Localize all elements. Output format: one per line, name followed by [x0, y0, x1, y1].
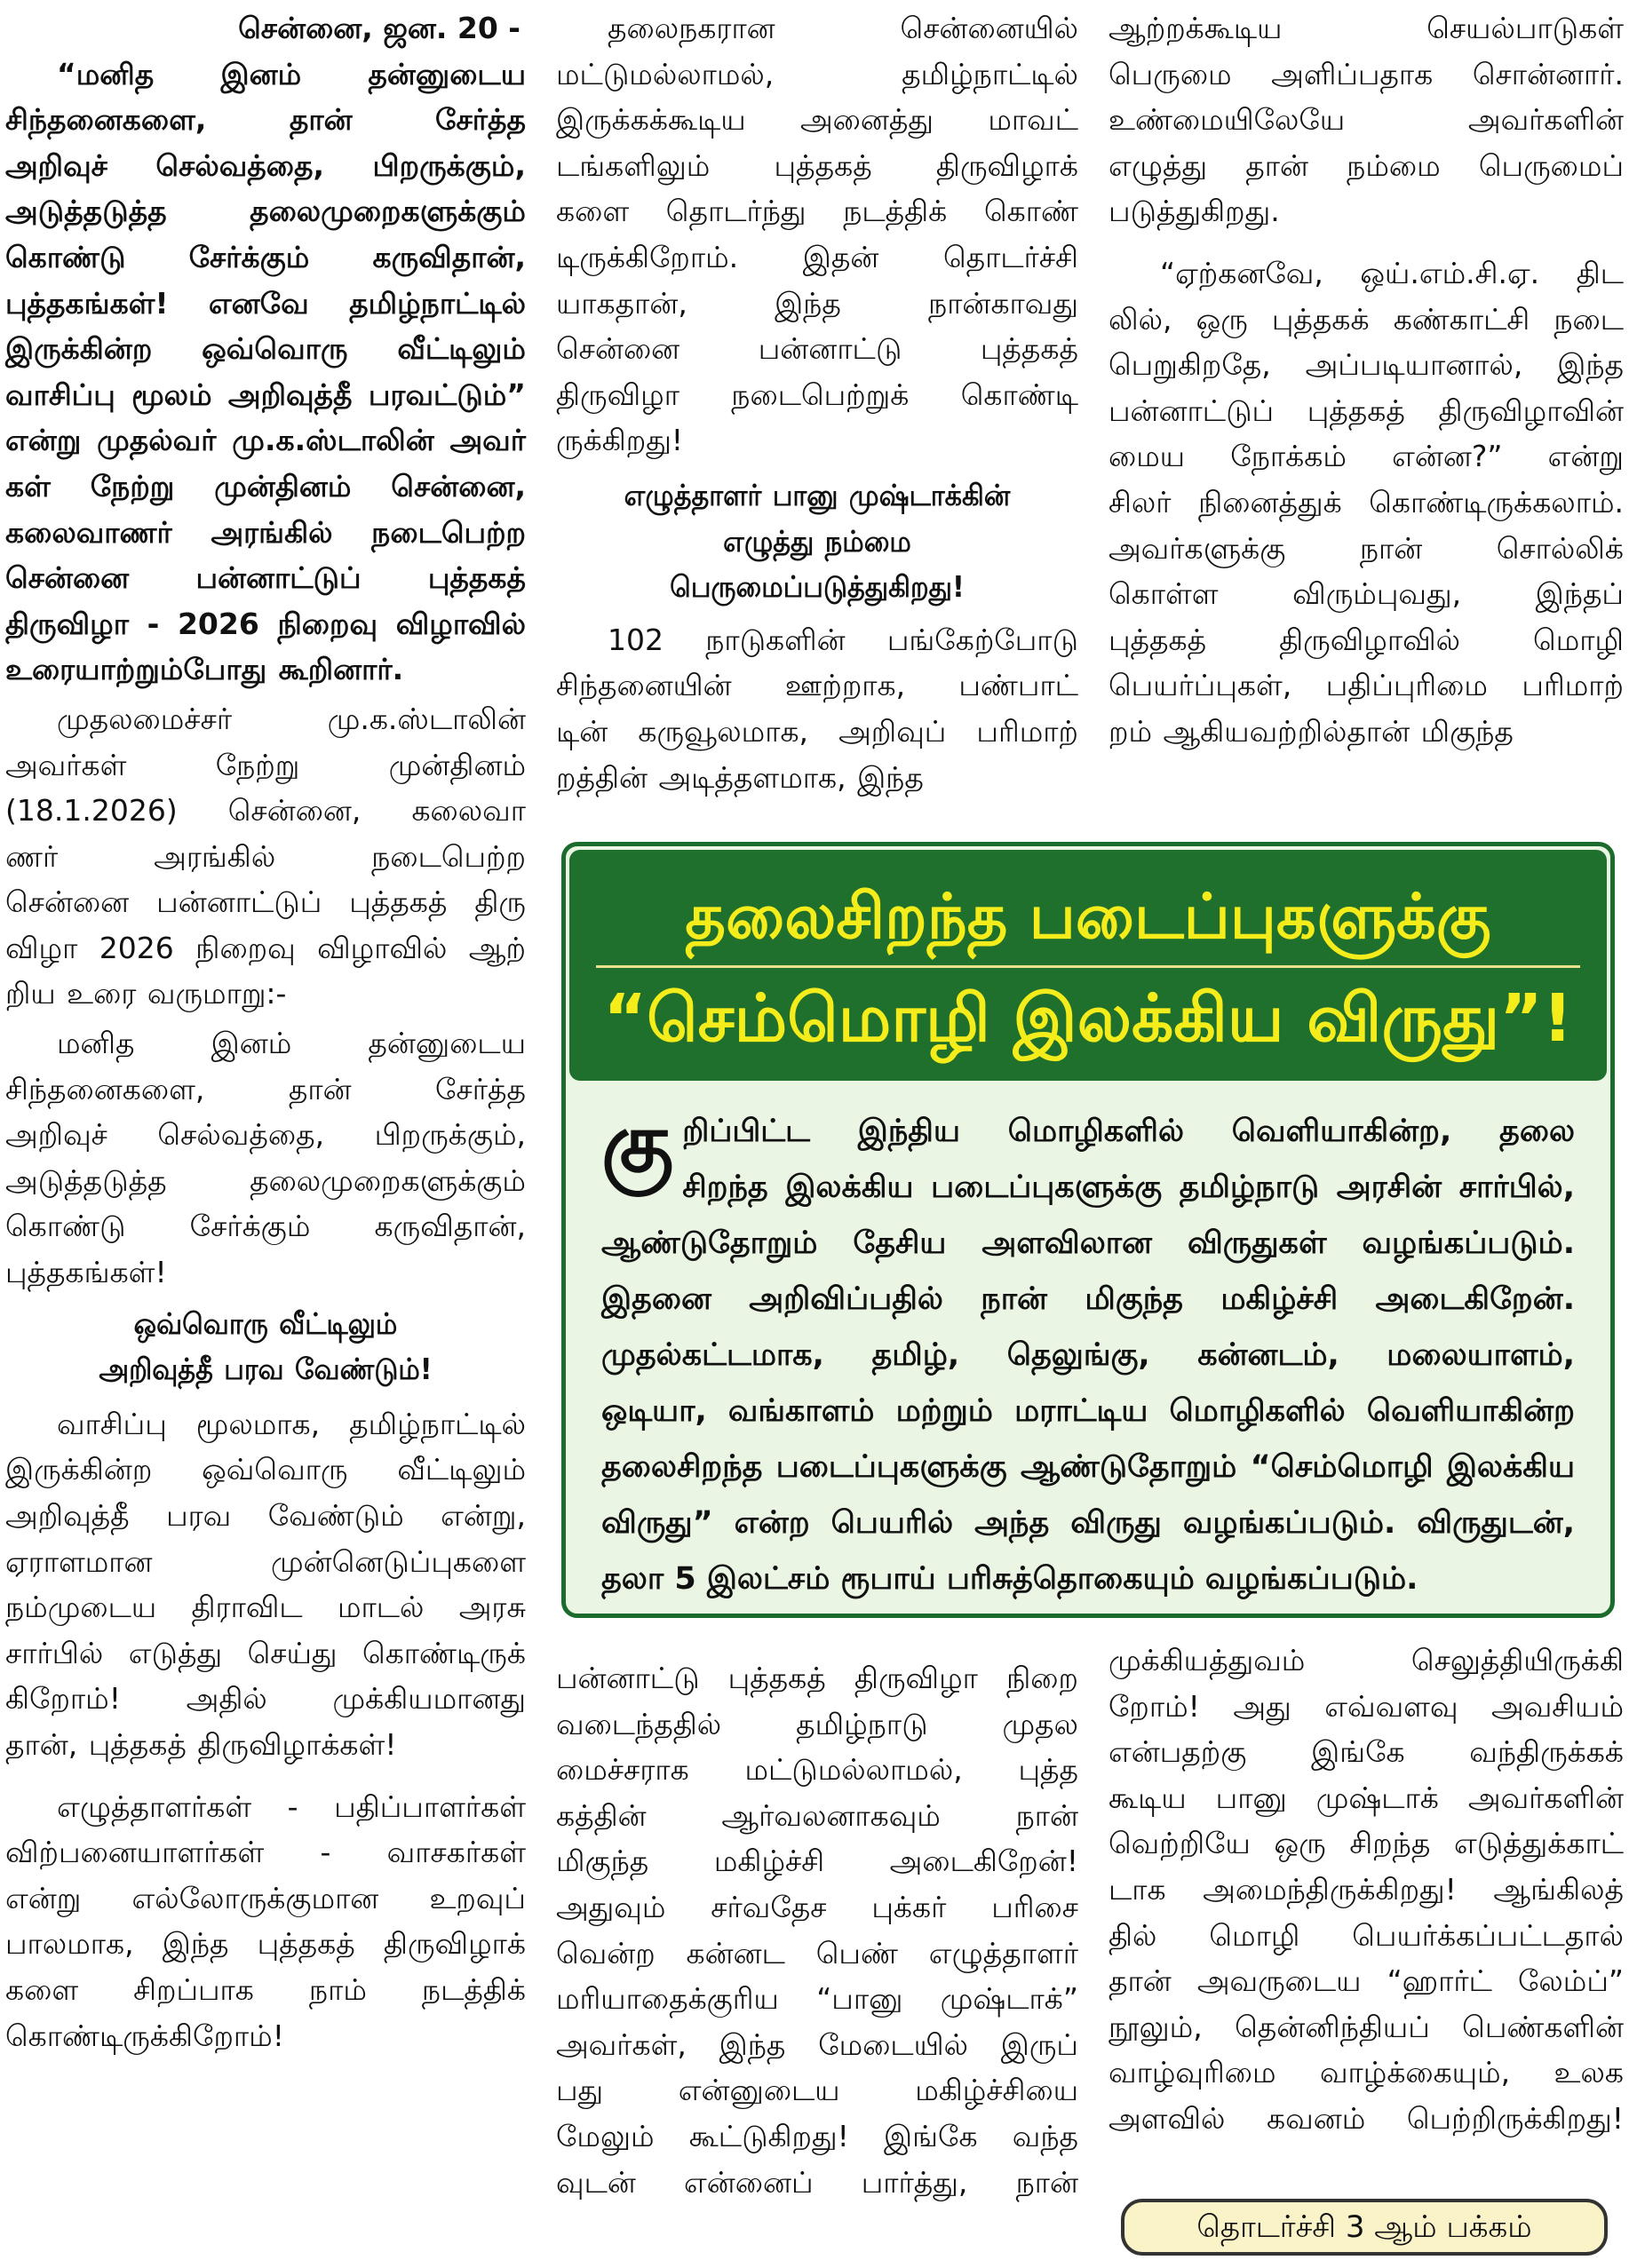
award-title-line-2: “செம்மொழி இலக்கிய விருது”!	[603, 980, 1573, 1057]
text-line: பெருமை அளிப்பதாக சொன்னார்.	[1109, 56, 1624, 91]
text-line: சிலர் நினைத்துக் கொண்டிருக்கலாம்.	[1109, 484, 1624, 519]
award-text-line: தலைசிறந்த படைப்புகளுக்கு ஆண்டுதோறும் “செம்மொழி இலக்கிய	[601, 1449, 1575, 1485]
text-line: (18.1.2026) சென்னை, கலைவா	[5, 793, 526, 829]
text-line: நூலும், தென்னிந்தியப் பெண்களின்	[1109, 2009, 1624, 2044]
paragraph	[5, 696, 526, 1017]
text-line: மனித இனம் தன்னுடைய	[57, 1026, 526, 1061]
text-line: சென்னை பன்னாட்டுப் புத்தகத் திரு	[5, 884, 526, 920]
text-line: சிந்தனையின் ஊற்றாக, பண்பாட்	[556, 668, 1078, 703]
text-line: பன்னாட்டு புத்தகத் திருவிழா நிறை	[556, 1661, 1078, 1695]
text-line: மட்டுமல்லாமல், தமிழ்நாட்டில்	[556, 56, 1078, 91]
text-line: பது என்னுடைய மகிழ்ச்சியை	[556, 2073, 1078, 2108]
text-line: யாகதான், இந்த நான்காவது	[556, 285, 1078, 321]
text-line: அடுத்தடுத்த தலைமுறைகளுக்கும்	[5, 1162, 526, 1198]
text-line: இருக்கின்ற ஒவ்வொரு வீட்டிலும்	[5, 1452, 526, 1487]
paragraph	[1109, 1638, 1624, 2142]
text-line: பெறுகிறதே, அப்படியானால், இந்த	[1109, 347, 1624, 383]
paragraph	[1109, 250, 1624, 755]
text-line: விற்பனையாளர்கள் - வாசகர்கள்	[5, 1835, 526, 1870]
text-line: “மனித இனம் தன்னுடைய	[57, 56, 526, 91]
text-line: மைச்சராக மட்டுமல்லாமல், புத்த	[556, 1752, 1078, 1788]
text-line: மேலும் கூட்டுகிறது! இங்கே வந்த	[556, 2118, 1078, 2153]
text-line: அவர்களுக்கு நான் சொல்லிக்	[1109, 530, 1624, 566]
column-2-top	[556, 5, 1078, 800]
text-line: மிகுந்த மகிழ்ச்சி அடைகிறேன்!	[556, 1844, 1078, 1879]
text-line: அவர்கள் நேற்று முன்தினம்	[5, 747, 526, 782]
text-line: படுத்துகிறது.	[1109, 194, 1280, 229]
paragraph	[556, 617, 1078, 800]
text-line: தான், புத்தகத் திருவிழாக்கள்!	[5, 1726, 397, 1762]
text-line: இருக்கக்கூடிய அனைத்து மாவட்	[556, 102, 1078, 138]
text-line: புத்தகங்கள்!	[5, 1255, 167, 1290]
text-line: ணர் அரங்கில் நடைபெற்ற	[5, 838, 526, 874]
paragraph	[1109, 5, 1624, 234]
text-line: டிருக்கிறோம். இதன் தொடர்ச்சி	[556, 239, 1078, 274]
text-line: பாலமாக, இந்த புத்தகத் திருவிழாக்	[5, 1926, 526, 1962]
column-3-top	[1109, 5, 1624, 755]
text-line: வடைந்ததில் தமிழ்நாடு முதல	[556, 1706, 1078, 1741]
text-line: கொண்டிருக்கிறோம்!	[5, 2018, 284, 2053]
text-line: ருக்கிறது!	[556, 423, 684, 458]
text-line: நம்முடைய திராவிட மாடல் அரசு	[5, 1590, 526, 1625]
paragraph	[5, 1020, 526, 1296]
text-line: விழா 2026 நிறைவு விழாவில் ஆற்	[5, 930, 526, 965]
text-line: வாசிப்பு மூலமாக, தமிழ்நாட்டில்	[57, 1406, 526, 1441]
subheading	[577, 472, 1058, 610]
text-line: கத்தின் ஆர்வலனாகவும் நான்	[556, 1797, 1078, 1833]
text-line: அவர்கள், இந்த மேடையில் இருப்	[556, 2026, 1078, 2062]
paragraph	[5, 1401, 526, 1768]
text-line: றம் ஆகியவற்றில்தான் மிகுந்த	[1109, 713, 1514, 749]
text-line: சிந்தனைகளை, தான் சேர்த்த	[5, 102, 526, 138]
text-line: கூடிய பானு முஷ்டாக் அவர்களின்	[1109, 1780, 1624, 1815]
paragraph	[5, 1784, 526, 2059]
text-line: கொள்ள விரும்புவது, இந்தப்	[1109, 576, 1624, 612]
text-line: டாக அமைந்திருக்கிறது! ஆங்கிலத்	[1109, 1871, 1624, 1907]
subheading-line: ஒவ்வொரு வீட்டிலும்	[133, 1305, 398, 1341]
text-line: திருவிழா நடைபெற்றுக் கொண்டி	[556, 377, 1078, 412]
continued-on-page-3-badge[interactable]: தொடர்ச்சி 3 ஆம் பக்கம்	[1121, 2199, 1608, 2256]
award-announcement-box	[561, 842, 1615, 1618]
text-line: கள் நேற்று முன்தினம் சென்னை,	[5, 468, 526, 504]
text-line: வாசிப்பு மூலம் அறிவுத்தீ பரவட்டும்”	[5, 377, 526, 412]
award-text-line: முதல்கட்டமாக, தமிழ், தெலுங்கு, கன்னடம், மலையாளம்,	[601, 1337, 1575, 1373]
award-text-line: இதனை அறிவிப்பதில் நான் மிகுந்த மகிழ்ச்சி அடைகிறேன்.	[601, 1281, 1575, 1317]
text-line: அதுவும் சர்வதேச புக்கர் பரிசை	[556, 1889, 1078, 1924]
text-line: கிறோம்! அதில் முக்கியமானது	[5, 1681, 526, 1717]
text-line: சார்பில் எடுத்து செய்து கொண்டிருக்	[5, 1635, 526, 1670]
title-divider	[596, 965, 1580, 968]
paragraph	[556, 1655, 1078, 2205]
text-line: வாழ்வுரிமை வாழ்க்கையும், உலக	[1109, 2055, 1624, 2090]
text-line: டின் கருவூலமாக, அறிவுப் பரிமாற்	[556, 713, 1078, 749]
text-line: களை தொடர்ந்து நடத்திக் கொண்	[556, 194, 1078, 229]
lead-paragraph	[5, 52, 526, 693]
award-header	[569, 850, 1607, 1081]
text-line: என்பதற்கு இங்கே வந்திருக்கக்	[1109, 1734, 1624, 1770]
text-line: அறிவுச் செல்வத்தை, பிறருக்கும்,	[5, 147, 526, 183]
text-line: அறிவுச் செல்வத்தை, பிறருக்கும்,	[5, 1117, 526, 1153]
text-line: மரியாதைக்குரிய “பானு முஷ்டாக்”	[556, 1981, 1078, 2017]
text-line: டங்களிலும் புத்தகத் திருவிழாக்	[556, 147, 1078, 183]
award-text-line: ஒடியா, வங்காளம் மற்றும் மராட்டிய மொழிகளில் வெளியாகின்ற	[601, 1393, 1575, 1429]
text-line: “ஏற்கனவே, ஒய்.எம்.சி.ஏ. திட	[1160, 255, 1624, 290]
text-line: எழுத்தாளர்கள் - பதிப்பாளர்கள்	[57, 1788, 526, 1824]
text-line: திருவிழா - 2026 நிறைவு விழாவில்	[5, 606, 526, 641]
award-text-line: சிறந்த இலக்கிய படைப்புகளுக்கு தமிழ்நாடு அரசின் சார்பில்,	[682, 1170, 1575, 1205]
award-text-line: றிப்பிட்ட இந்திய மொழிகளில் வெளியாகின்ற, தலை	[682, 1114, 1575, 1149]
text-line: ஆற்றக்கூடிய செயல்பாடுகள்	[1109, 11, 1624, 45]
text-line: முதலமைச்சர் மு.க.ஸ்டாலின்	[57, 701, 526, 736]
drop-cap: கு	[601, 1095, 674, 1190]
text-line: சென்னை பன்னாட்டுப் புத்தகத்	[5, 560, 526, 596]
text-line: உண்மையிலேயே அவர்களின்	[1109, 102, 1624, 138]
text-line: புத்தகத் திருவிழாவில் மொழி	[1109, 622, 1624, 657]
text-line: வென்ற கன்னட பெண் எழுத்தாளர்	[556, 1935, 1078, 1971]
subheading	[26, 1301, 505, 1392]
text-line: சிந்தனைகளை, தான் சேர்த்த	[5, 1071, 526, 1106]
text-line: எழுத்து தான் நம்மை பெருமைப்	[1109, 147, 1624, 183]
award-text-line: விருது” என்ற பெயரில் அந்த விருது வழங்கப்படும். விருதுடன்,	[601, 1505, 1575, 1541]
subheading-line: எழுத்து நம்மை பெருமைப்படுத்துகிறது!	[670, 523, 965, 605]
award-text-line: தலா 5 இலட்சம் ரூபாய் பரிசுத்தொகையும் வழங்கப்படும்.	[601, 1561, 1418, 1597]
award-text-line: ஆண்டுதோறும் தேசிய அளவிலான விருதுகள் வழங்கப்படும்.	[601, 1225, 1575, 1261]
text-line: வெற்றியே ஒரு சிறந்த எடுத்துக்காட்	[1109, 1826, 1624, 1861]
text-line: 102 நாடுகளின் பங்கேற்போடு	[608, 622, 1078, 657]
text-line: லில், ஒரு புத்தகக் கண்காட்சி நடை	[1109, 301, 1624, 337]
text-line: அடுத்தடுத்த தலைமுறைகளுக்கும்	[5, 194, 526, 229]
subheading-line: எழுத்தாளர் பானு முஷ்டாக்கின்	[624, 477, 1011, 512]
text-line: கொண்டு சேர்க்கும் கருவிதான்,	[5, 239, 526, 274]
text-line: றோம்! அது எவ்வளவு அவசியம்	[1109, 1688, 1624, 1724]
text-line: அறிவுத்தீ பரவ வேண்டும் என்று,	[5, 1498, 526, 1533]
text-line: இருக்கின்ற ஒவ்வொரு வீட்டிலும்	[5, 331, 526, 367]
text-line: கொண்டு சேர்க்கும் கருவிதான்,	[5, 1209, 526, 1244]
text-line: தான் அவருடைய “ஹார்ட் லேம்ப்”	[1109, 1963, 1624, 1999]
text-line: என்று எல்லோருக்குமான உறவுப்	[5, 1880, 526, 1915]
text-line: வுடன் என்னைப் பார்த்து, நான்	[556, 2164, 1078, 2200]
text-line: தில் மொழி பெயர்க்கப்பட்டதால்	[1109, 1917, 1624, 1953]
award-text	[601, 1095, 1575, 1607]
text-line: றிய உரை வருமாறு:-	[5, 976, 287, 1011]
award-title-line-1: தலைசிறந்த படைப்புகளுக்கு	[685, 880, 1491, 953]
paragraph	[556, 5, 1078, 464]
text-line: என்று முதல்வர் மு.க.ஸ்டாலின் அவர்	[5, 423, 526, 458]
text-line: ஏராளமான முன்னெடுப்புகளை	[5, 1543, 526, 1579]
column-2-bottom	[556, 1655, 1078, 2205]
award-body	[601, 1095, 1575, 1607]
text-line: சென்னை பன்னாட்டு புத்தகத்	[556, 331, 1078, 367]
text-line: பன்னாட்டுப் புத்தகத் திருவிழாவின்	[1109, 393, 1624, 428]
subheading-line: அறிவுத்தீ பரவ வேண்டும்!	[99, 1352, 433, 1387]
text-line: பெயர்ப்புகள், பதிப்புரிமை பரிமாற்	[1109, 668, 1624, 703]
text-line: உரையாற்றும்போது கூறினார்.	[5, 652, 404, 687]
text-line: அளவில் கவனம் பெற்றிருக்கிறது!	[1109, 2100, 1624, 2136]
column-1	[5, 5, 526, 2058]
text-line: மைய நோக்கம் என்ன?” என்று	[1109, 439, 1624, 474]
dateline: சென்னை, ஜன. 20 -	[238, 11, 520, 45]
text-line: களை சிறப்பாக நாம் நடத்திக்	[5, 1971, 526, 2007]
column-3-bottom	[1109, 1643, 1624, 2142]
text-line: றத்தின் அடித்தளமாக, இந்த	[556, 759, 924, 795]
text-line: முக்கியத்துவம் செலுத்தியிருக்கி	[1109, 1643, 1624, 1677]
text-line: புத்தகங்கள்! எனவே தமிழ்நாட்டில்	[5, 285, 526, 321]
text-line: தலைநகரான சென்னையில்	[608, 11, 1078, 45]
text-line: கலைவாணர் அரங்கில் நடைபெற்ற	[5, 514, 526, 550]
